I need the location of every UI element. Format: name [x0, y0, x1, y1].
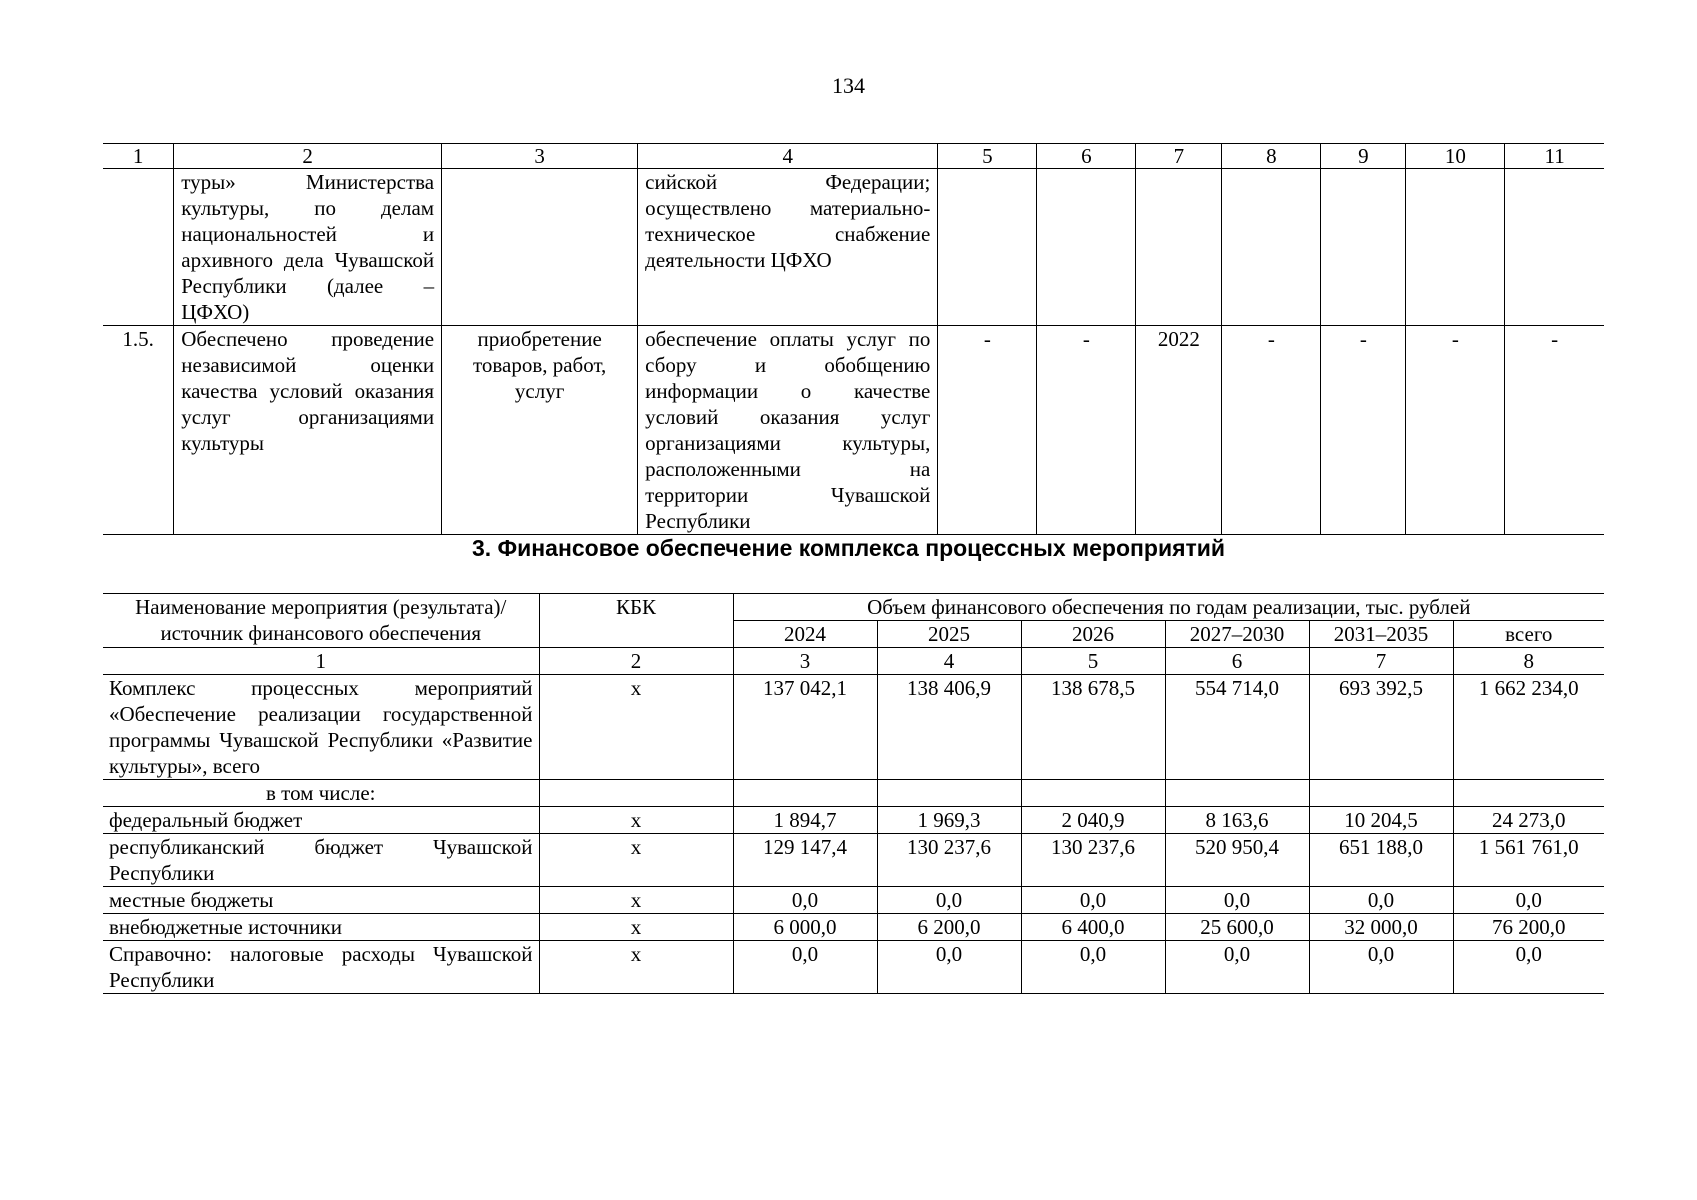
table-cell: 651 188,0	[1309, 834, 1453, 887]
table-cell: -	[1406, 326, 1505, 535]
row-name: республиканский бюджет Чувашской Республики	[103, 834, 539, 887]
column-header-year: 2027–2030	[1165, 621, 1309, 648]
column-header: 3	[442, 144, 638, 169]
table-cell: -	[938, 326, 1037, 535]
table-cell: 0,0	[1165, 941, 1309, 994]
table-cell	[1321, 169, 1406, 326]
table-cell	[1309, 780, 1453, 807]
table-cell: 1 969,3	[877, 807, 1021, 834]
table-cell: туры» Министерства культуры, по делам национальностей и архивного дела Чувашской Республики (далее – ЦФХО)	[174, 169, 442, 326]
table-cell: -	[1037, 326, 1136, 535]
table-row	[103, 941, 1604, 994]
row-kbk: х	[539, 834, 733, 887]
table-cell: 25 600,0	[1165, 914, 1309, 941]
table-cell: сийской Федерации; осуществлено материально-техническое снабжение деятельности ЦФХО	[638, 169, 938, 326]
table-row	[103, 834, 1604, 887]
table-cell	[1136, 169, 1222, 326]
table-cell	[733, 780, 877, 807]
table-cell: 0,0	[1165, 887, 1309, 914]
table-cell: 10 204,5	[1309, 807, 1453, 834]
column-header-year: 2026	[1021, 621, 1165, 648]
table-cell	[1021, 780, 1165, 807]
table-cell	[1037, 169, 1136, 326]
column-header-year: 2025	[877, 621, 1021, 648]
column-header-kbk: КБК	[539, 594, 733, 648]
column-number: 2	[539, 648, 733, 675]
table-cell	[103, 169, 174, 326]
column-header-volume: Объем финансового обеспечения по годам реализации, тыс. рублей	[733, 594, 1604, 621]
table-cell	[938, 169, 1037, 326]
table-cell: -	[1321, 326, 1406, 535]
column-number: 7	[1309, 648, 1453, 675]
column-header-name: Наименование мероприятия (результата)/ источник финансового обеспечения	[103, 594, 539, 648]
table-cell	[1222, 169, 1321, 326]
table-cell	[1165, 780, 1309, 807]
table-row	[103, 780, 1604, 807]
table-cell: обеспечение оплаты услуг по сбору и обобщению информации о качестве условий оказания услуг организациями культуры, расположенными на территории Чувашской Республики	[638, 326, 938, 535]
table-header-row	[103, 648, 1604, 675]
activities-table	[103, 143, 1604, 535]
table-cell: 6 000,0	[733, 914, 877, 941]
row-name: в том числе:	[103, 780, 539, 807]
financing-table	[103, 593, 1604, 994]
table-cell: 0,0	[733, 941, 877, 994]
column-header: 4	[638, 144, 938, 169]
column-header: 8	[1222, 144, 1321, 169]
table-cell: 1 894,7	[733, 807, 877, 834]
column-number: 4	[877, 648, 1021, 675]
column-header: 10	[1406, 144, 1505, 169]
table-cell: 0,0	[1309, 887, 1453, 914]
row-name: федеральный бюджет	[103, 807, 539, 834]
table-cell: 2 040,9	[1021, 807, 1165, 834]
table-cell: 6 400,0	[1021, 914, 1165, 941]
column-header-year: 2031–2035	[1309, 621, 1453, 648]
table-cell: 0,0	[1453, 941, 1604, 994]
table-cell: 32 000,0	[1309, 914, 1453, 941]
column-header: 9	[1321, 144, 1406, 169]
row-name: Комплекс процессных мероприятий «Обеспечение реализации государственной программы Чувашской Республики «Развитие культуры», всего	[103, 675, 539, 780]
table-header-row	[103, 144, 1604, 169]
page-number: 134	[832, 73, 865, 98]
row-kbk: х	[539, 807, 733, 834]
column-number: 5	[1021, 648, 1165, 675]
table-cell: 2022	[1136, 326, 1222, 535]
column-header-year: всего	[1453, 621, 1604, 648]
column-header: 6	[1037, 144, 1136, 169]
column-header: 7	[1136, 144, 1222, 169]
table-cell: 130 237,6	[1021, 834, 1165, 887]
row-kbk	[539, 780, 733, 807]
table-cell: 1 662 234,0	[1453, 675, 1604, 780]
row-kbk: х	[539, 914, 733, 941]
table-cell	[1406, 169, 1505, 326]
column-number: 3	[733, 648, 877, 675]
table-cell: 138 406,9	[877, 675, 1021, 780]
table-cell: -	[1505, 326, 1604, 535]
table-row	[103, 807, 1604, 834]
column-number: 6	[1165, 648, 1309, 675]
column-number: 1	[103, 648, 539, 675]
table-cell: 0,0	[877, 941, 1021, 994]
table-cell: 0,0	[1309, 941, 1453, 994]
table-cell: 1.5.	[103, 326, 174, 535]
table-cell: 137 042,1	[733, 675, 877, 780]
table-cell: 554 714,0	[1165, 675, 1309, 780]
table-cell: приобретение товаров, работ, услуг	[442, 326, 638, 535]
table-cell: 0,0	[1021, 941, 1165, 994]
table-cell: 8 163,6	[1165, 807, 1309, 834]
table-cell: 0,0	[1021, 887, 1165, 914]
table-row	[103, 914, 1604, 941]
column-header: 11	[1505, 144, 1604, 169]
column-header: 5	[938, 144, 1037, 169]
column-header-year: 2024	[733, 621, 877, 648]
table-row	[103, 675, 1604, 780]
table-cell: 6 200,0	[877, 914, 1021, 941]
table-cell: 130 237,6	[877, 834, 1021, 887]
column-header: 2	[174, 144, 442, 169]
row-name: внебюджетные источники	[103, 914, 539, 941]
column-header: 1	[103, 144, 174, 169]
table-row	[103, 887, 1604, 914]
table-row	[103, 326, 1604, 535]
row-kbk: х	[539, 887, 733, 914]
table-cell: 1 561 761,0	[1453, 834, 1604, 887]
row-kbk: х	[539, 941, 733, 994]
row-name: местные бюджеты	[103, 887, 539, 914]
table-cell: 24 273,0	[1453, 807, 1604, 834]
row-name: Справочно: налоговые расходы Чувашской Республики	[103, 941, 539, 994]
table-cell: 0,0	[733, 887, 877, 914]
column-number: 8	[1453, 648, 1604, 675]
table-row	[103, 169, 1604, 326]
table-cell: Обеспечено проведение независимой оценки качества условий оказания услуг организациями культуры	[174, 326, 442, 535]
row-kbk: х	[539, 675, 733, 780]
table-cell: 520 950,4	[1165, 834, 1309, 887]
table-cell	[1453, 780, 1604, 807]
table-header-row	[103, 594, 1604, 621]
table-cell	[1505, 169, 1604, 326]
section-title: 3. Финансовое обеспечение комплекса процессных мероприятий	[471, 535, 1226, 561]
table-cell: 76 200,0	[1453, 914, 1604, 941]
table-cell: 138 678,5	[1021, 675, 1165, 780]
table-cell: 0,0	[1453, 887, 1604, 914]
table-cell: 693 392,5	[1309, 675, 1453, 780]
table-cell	[877, 780, 1021, 807]
table-cell: -	[1222, 326, 1321, 535]
table-cell: 129 147,4	[733, 834, 877, 887]
table-cell: 0,0	[877, 887, 1021, 914]
table-cell	[442, 169, 638, 326]
